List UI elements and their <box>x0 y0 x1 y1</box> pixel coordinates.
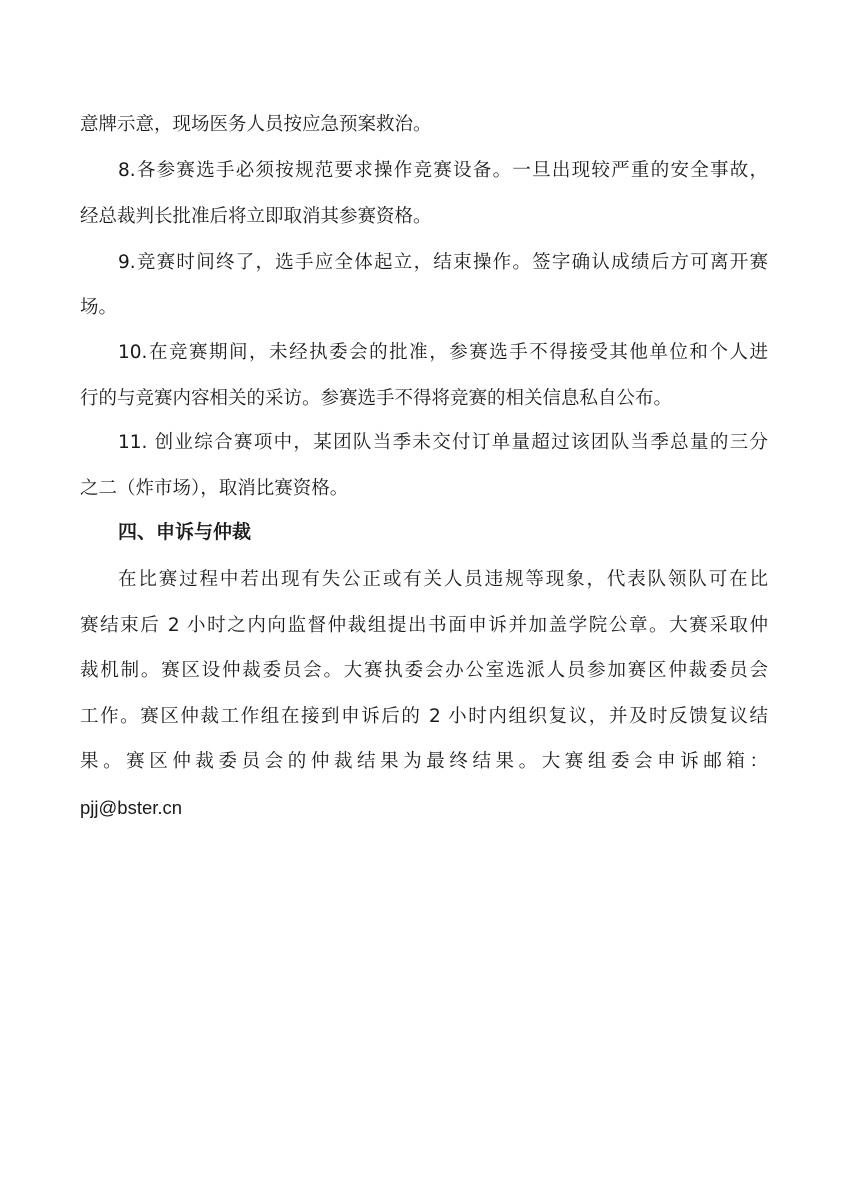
paragraph-line: 裁机制。赛区设仲裁委员会。大赛执委会办公室选派人员参加赛区仲裁委员会 <box>80 660 768 681</box>
appeal-email: pjj@bster.cn <box>80 797 183 818</box>
rule-item-8: 8.各参赛选手必须按规范要求操作竞赛设备。一旦出现较严重的安全事故， <box>118 160 768 181</box>
paragraph-line: 果。赛区仲裁委员会的仲裁结果为最终结果。大赛组委会申诉邮箱： <box>80 751 768 772</box>
section-heading: 四、申诉与仲裁 <box>118 521 252 543</box>
text-line: 行的与竞赛内容相关的采访。参赛选手不得将竞赛的相关信息私自公布。 <box>80 388 673 409</box>
text-line: 意牌示意，现场医务人员按应急预案救治。 <box>80 114 432 135</box>
paragraph-line: 工作。赛区仲裁工作组在接到申诉后的 2 小时内组织复议，并及时反馈复议结 <box>80 706 768 727</box>
rule-item-10: 10.在竞赛期间，未经执委会的批准，参赛选手不得接受其他单位和个人进 <box>118 342 768 363</box>
text-line: 经总裁判长批准后将立即取消其参赛资格。 <box>80 206 432 227</box>
text-line: 场。 <box>80 297 118 318</box>
text-line: 之二（炸市场），取消比赛资格。 <box>80 478 349 499</box>
rule-item-11: 11. 创业综合赛项中，某团队当季未交付订单量超过该团队当季总量的三分 <box>118 432 768 453</box>
paragraph-line: 赛结束后 2 小时之内向监督仲裁组提出书面申诉并加盖学院公章。大赛采取仲 <box>80 615 768 636</box>
rule-item-9: 9.竞赛时间终了，选手应全体起立，结束操作。签字确认成绩后方可离开赛 <box>118 252 768 273</box>
paragraph-line: 在比赛过程中若出现有失公正或有关人员违规等现象，代表队领队可在比 <box>118 569 768 590</box>
